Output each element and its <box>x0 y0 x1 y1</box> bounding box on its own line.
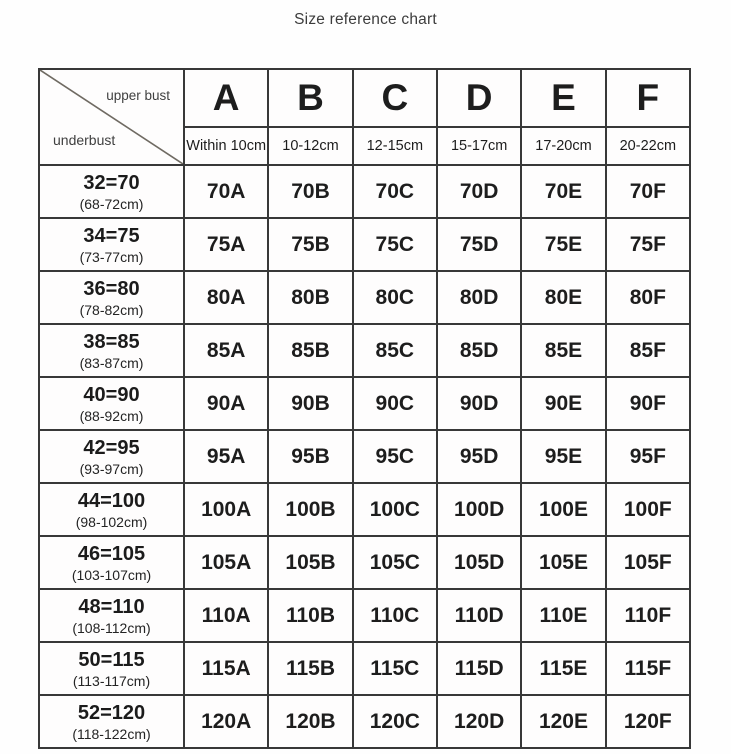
bra-size-cell: 85E <box>521 324 605 377</box>
bra-size-cell: 105C <box>353 536 437 589</box>
underbust-size-label: 52=120 <box>77 701 146 724</box>
underbust-range-label: (113-117cm) <box>72 672 151 689</box>
bra-size-cell: 70B <box>268 165 352 218</box>
bra-size-cell: 80A <box>184 271 268 324</box>
bra-size-cell: 100D <box>437 483 521 536</box>
corner-cell <box>39 69 184 165</box>
table-row <box>39 695 690 748</box>
table-row <box>39 271 690 324</box>
underbust-size-label: 34=75 <box>83 224 140 247</box>
bra-size-cell: 90A <box>184 377 268 430</box>
underbust-size-cell <box>39 377 184 430</box>
bra-size-cell: 115B <box>268 642 352 695</box>
table-row <box>39 218 690 271</box>
cup-letter-header: E <box>521 69 605 127</box>
bra-size-cell: 75E <box>521 218 605 271</box>
underbust-size-cell <box>39 324 184 377</box>
underbust-range-label: (68-72cm) <box>79 195 144 212</box>
underbust-size-label: 46=105 <box>77 542 146 565</box>
bra-size-cell: 90E <box>521 377 605 430</box>
bra-size-cell: 105F <box>606 536 690 589</box>
underbust-size-label: 42=95 <box>83 436 140 459</box>
underbust-size-cell <box>39 642 184 695</box>
bra-size-cell: 105D <box>437 536 521 589</box>
table-row <box>39 377 690 430</box>
bra-size-cell: 85B <box>268 324 352 377</box>
bra-size-cell: 95D <box>437 430 521 483</box>
bra-size-cell: 110F <box>606 589 690 642</box>
bra-size-cell: 70F <box>606 165 690 218</box>
bra-size-cell: 115A <box>184 642 268 695</box>
underbust-size-label: 40=90 <box>83 383 140 406</box>
bra-size-cell: 120F <box>606 695 690 748</box>
bra-size-cell: 120B <box>268 695 352 748</box>
bra-size-cell: 110D <box>437 589 521 642</box>
bra-size-cell: 115E <box>521 642 605 695</box>
cup-letter-header: A <box>184 69 268 127</box>
table-row <box>39 165 690 218</box>
cup-difference-header: 12-15cm <box>353 127 437 165</box>
table-header <box>39 69 690 165</box>
bra-size-cell: 115C <box>353 642 437 695</box>
cup-letter-header: F <box>606 69 690 127</box>
table-row <box>39 536 690 589</box>
underbust-size-label: 32=70 <box>83 171 140 194</box>
cup-letter-header: D <box>437 69 521 127</box>
table-row <box>39 430 690 483</box>
bra-size-cell: 100B <box>268 483 352 536</box>
underbust-range-label: (98-102cm) <box>75 513 148 530</box>
bra-size-cell: 90B <box>268 377 352 430</box>
underbust-size-label: 44=100 <box>77 489 146 512</box>
bra-size-cell: 120E <box>521 695 605 748</box>
underbust-range-label: (83-87cm) <box>79 354 144 371</box>
bra-size-cell: 100C <box>353 483 437 536</box>
bra-size-cell: 105A <box>184 536 268 589</box>
bra-size-cell: 70C <box>353 165 437 218</box>
bra-size-cell: 90D <box>437 377 521 430</box>
table-row <box>39 642 690 695</box>
underbust-size-cell <box>39 271 184 324</box>
bra-size-cell: 80C <box>353 271 437 324</box>
page-title: Size reference chart <box>294 11 437 28</box>
underbust-size-label: 50=115 <box>78 648 145 671</box>
diagonal-divider-line <box>40 70 183 164</box>
underbust-size-cell <box>39 589 184 642</box>
bra-size-cell: 90F <box>606 377 690 430</box>
bra-size-cell: 100A <box>184 483 268 536</box>
underbust-size-cell <box>39 483 184 536</box>
bra-size-cell: 80E <box>521 271 605 324</box>
underbust-size-cell <box>39 430 184 483</box>
corner-label-underbust: underbust <box>53 132 116 148</box>
table-row <box>39 483 690 536</box>
cup-difference-header: 17-20cm <box>521 127 605 165</box>
underbust-size-label: 36=80 <box>83 277 140 300</box>
bra-size-cell: 110A <box>184 589 268 642</box>
bra-size-cell: 110B <box>268 589 352 642</box>
bra-size-cell: 75A <box>184 218 268 271</box>
table-row <box>39 589 690 642</box>
bra-size-cell: 85C <box>353 324 437 377</box>
table-row <box>39 324 690 377</box>
cup-letter-row <box>39 69 690 127</box>
cup-difference-header: 15-17cm <box>437 127 521 165</box>
underbust-size-cell <box>39 536 184 589</box>
bra-size-cell: 105E <box>521 536 605 589</box>
underbust-size-label: 38=85 <box>83 330 140 353</box>
bra-size-cell: 75B <box>268 218 352 271</box>
bra-size-cell: 95B <box>268 430 352 483</box>
underbust-size-cell <box>39 165 184 218</box>
bra-size-cell: 95A <box>184 430 268 483</box>
bra-size-cell: 75F <box>606 218 690 271</box>
bra-size-cell: 75D <box>437 218 521 271</box>
underbust-range-label: (88-92cm) <box>79 407 144 424</box>
underbust-range-label: (73-77cm) <box>79 248 144 265</box>
bra-size-cell: 95E <box>521 430 605 483</box>
cup-letter-header: B <box>268 69 352 127</box>
cup-difference-header: 20-22cm <box>606 127 690 165</box>
bra-size-cell: 115D <box>437 642 521 695</box>
table-body <box>39 165 690 748</box>
size-reference-table <box>38 68 691 749</box>
bra-size-cell: 95C <box>353 430 437 483</box>
bra-size-cell: 110E <box>521 589 605 642</box>
bra-size-cell: 80F <box>606 271 690 324</box>
bra-size-cell: 100E <box>521 483 605 536</box>
bra-size-cell: 80B <box>268 271 352 324</box>
bra-size-cell: 95F <box>606 430 690 483</box>
bra-size-cell: 120A <box>184 695 268 748</box>
bra-size-cell: 70D <box>437 165 521 218</box>
bra-size-cell: 80D <box>437 271 521 324</box>
bra-size-cell: 120D <box>437 695 521 748</box>
cup-difference-header: Within 10cm <box>184 127 268 165</box>
bra-size-cell: 105B <box>268 536 352 589</box>
bra-size-cell: 110C <box>353 589 437 642</box>
bra-size-cell: 100F <box>606 483 690 536</box>
underbust-range-label: (78-82cm) <box>79 301 144 318</box>
underbust-size-cell <box>39 218 184 271</box>
cup-difference-header: 10-12cm <box>268 127 352 165</box>
cup-letter-header: C <box>353 69 437 127</box>
bra-size-cell: 90C <box>353 377 437 430</box>
bra-size-cell: 70E <box>521 165 605 218</box>
bra-size-cell: 75C <box>353 218 437 271</box>
bra-size-cell: 115F <box>606 642 690 695</box>
underbust-range-label: (118-122cm) <box>72 725 151 742</box>
underbust-range-label: (108-112cm) <box>72 619 151 636</box>
underbust-range-label: (103-107cm) <box>71 566 152 583</box>
underbust-size-cell <box>39 695 184 748</box>
bra-size-cell: 85A <box>184 324 268 377</box>
bra-size-cell: 85F <box>606 324 690 377</box>
bra-size-cell: 85D <box>437 324 521 377</box>
bra-size-cell: 120C <box>353 695 437 748</box>
underbust-range-label: (93-97cm) <box>79 460 144 477</box>
corner-label-upper-bust: upper bust <box>106 88 170 103</box>
underbust-size-label: 48=110 <box>78 595 145 618</box>
bra-size-cell: 70A <box>184 165 268 218</box>
